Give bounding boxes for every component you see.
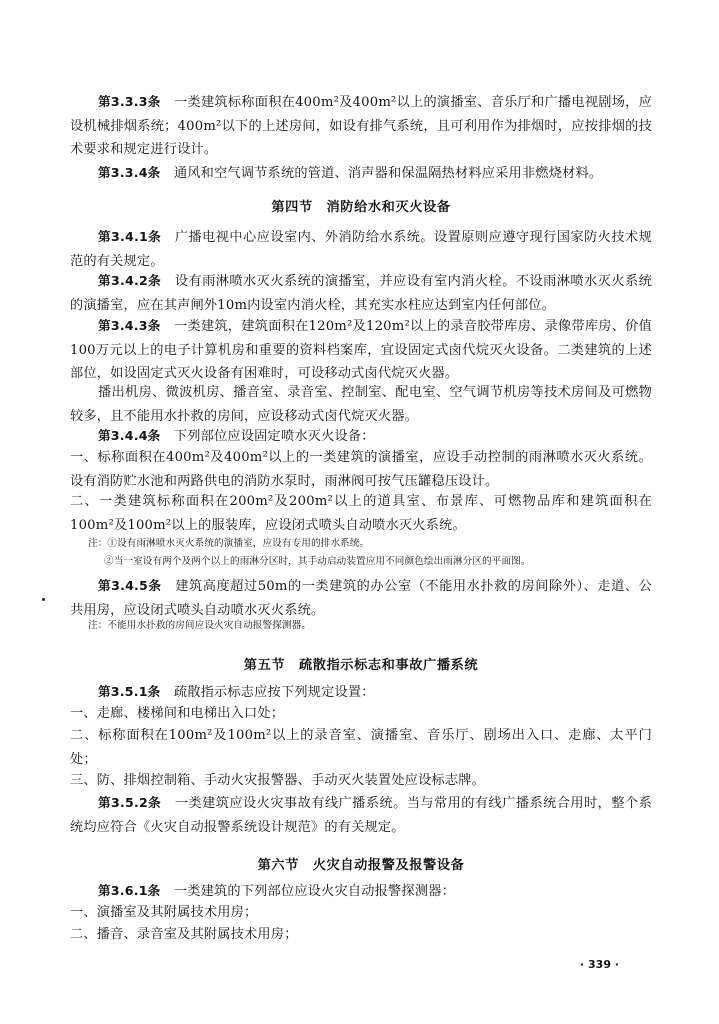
section-title-5: 第五节 疏散指示标志和事故广播系统 bbox=[243, 658, 479, 673]
article-number: 第3.3.4条 bbox=[98, 165, 161, 180]
page-number: · 339 · bbox=[580, 958, 619, 971]
article-3-4-4-item-1: 一、标称面积在400m²及400m²以上的一类建筑的演播室，应设手动控制的雨淋喷水灭火系统。设有消防贮水池和两路供电的消防水泵时，雨淋阀可按气压罐稳压设计。 bbox=[70, 450, 652, 489]
article-3-6-1-item-2: 二、播音、录音室及其附属技术用房； bbox=[70, 927, 298, 942]
article-text: 一类建筑标称面积在400m²及400m²以上的演播室、音乐厅和广播电视剧场，应设机械排烟系统；400m²以下的上述房间，如设有排气系统，且可利用作为排烟时，应按排烟的技术要求和规定进行设计。 bbox=[70, 95, 652, 157]
section-title-6: 第六节 火灾自动报警及报警设备 bbox=[257, 858, 465, 873]
article-number: 第3.4.2条 bbox=[98, 273, 162, 288]
article-number: 第3.4.1条 bbox=[98, 229, 162, 244]
article-text: 疏散指示标志应按下列规定设置： bbox=[173, 685, 375, 700]
article-3-5-1-item-3: 三、防、排烟控制箱、手动火灾报警器、手动灭火装置处应设标志牌。 bbox=[70, 773, 486, 788]
scan-speck bbox=[42, 598, 45, 601]
article-3-4-3 bbox=[70, 314, 652, 386]
article-text: 一类建筑，建筑面积在120m²及120m²以上的录音胶带库房、录像带库房、价值100万元以上的电子计算机房和重要的资料档案库，宜设固定式卤代烷灭火设备。二类建筑的上述部位，如设固定式灭火设备有困难时，可设移动式卤代烷灭火器。 bbox=[70, 319, 652, 381]
article-3-4-4-item-2: 二、一类建筑标称面积在200m²及200m²以上的道具室、布景库、可燃物品库和建筑面积在100m²及100m²以上的服装库，应设闭式喷头自动喷水灭火系统。 bbox=[70, 494, 652, 533]
article-text: 广播电视中心应设室内、外消防给水系统。设置原则应遵守现行国家防火技术规范的有关规定。 bbox=[70, 230, 652, 269]
article-number: 第3.5.1条 bbox=[98, 684, 161, 699]
article-text: 建筑高度超过50m的一类建筑的办公室（不能用水扑救的房间除外）、走道、公共用房，应设闭式喷头自动喷水灭火系统。 bbox=[70, 579, 652, 618]
article-3-4-1 bbox=[70, 225, 652, 273]
article-3-4-5 bbox=[70, 574, 652, 622]
article-3-5-2 bbox=[70, 791, 652, 839]
article-text: 设有雨淋喷水灭火系统的演播室，并应设有室内消火栓。不设雨淋喷水灭火系统的演播室，应在其声闸外10m内设室内消火栓，其充实水柱应达到室内任何部位。 bbox=[70, 274, 652, 313]
article-number: 第3.4.5条 bbox=[98, 578, 162, 593]
article-3-3-3 bbox=[70, 90, 652, 162]
note-b: ②当一室设有两个及两个以上的雨淋分区时，其手动启动装置应用不同颜色绘出雨淋分区的平面图。 bbox=[104, 556, 531, 567]
article-3-5-1-item-2: 二、标称面积在100m²及100m²以上的录音室、演播室、音乐厅、剧场出入口、走廊、太平门处； bbox=[70, 728, 652, 767]
article-3-4-4 bbox=[70, 424, 652, 449]
article-3-5-1-item-1: 一、走廊、楼梯间和电梯出入口处； bbox=[70, 706, 285, 721]
article-number: 第3.6.1条 bbox=[98, 883, 161, 898]
article-text: 一类建筑的下列部位应设火灾自动报警探测器： bbox=[173, 884, 455, 899]
article-3-6-1-item-1: 一、演播室及其附属技术用房； bbox=[70, 905, 258, 920]
article-number: 第3.3.3条 bbox=[98, 94, 161, 109]
article-3-4-2 bbox=[70, 269, 652, 317]
article-text: 通风和空气调节系统的管道、消声器和保温隔热材料应采用非燃烧材料。 bbox=[173, 166, 603, 181]
article-number: 第3.5.2条 bbox=[98, 795, 162, 810]
article-3-3-4 bbox=[70, 161, 652, 186]
note-c: 注：不能用水扑救的房间应设火灾自动报警探测器。 bbox=[88, 620, 311, 631]
article-number: 第3.4.3条 bbox=[98, 318, 161, 333]
article-3-5-1 bbox=[70, 680, 652, 705]
article-3-4-3-para2: 播出机房、微波机房、播音室、录音室、控制室、配电室、空气调节机房等技术房间及可燃物较多，且不能用水扑救的房间，应设移动式卤代烷灭火器。 bbox=[70, 385, 652, 424]
article-text: 一类建筑应设火灾事故有线广播系统。当与常用的有线广播系统合用时，整个系统均应符合《火灾自动报警系统设计规范》的有关规定。 bbox=[70, 796, 652, 835]
article-3-6-1 bbox=[70, 879, 652, 904]
article-number: 第3.4.4条 bbox=[98, 428, 161, 443]
note-a: 注：①设有雨淋喷水灭火系统的演播室，应设有专用的排水系统。 bbox=[88, 538, 370, 549]
section-title-4: 第四节 消防给水和灭火设备 bbox=[271, 200, 451, 215]
article-text: 下列部位应设固定喷水灭火设备： bbox=[173, 429, 375, 444]
